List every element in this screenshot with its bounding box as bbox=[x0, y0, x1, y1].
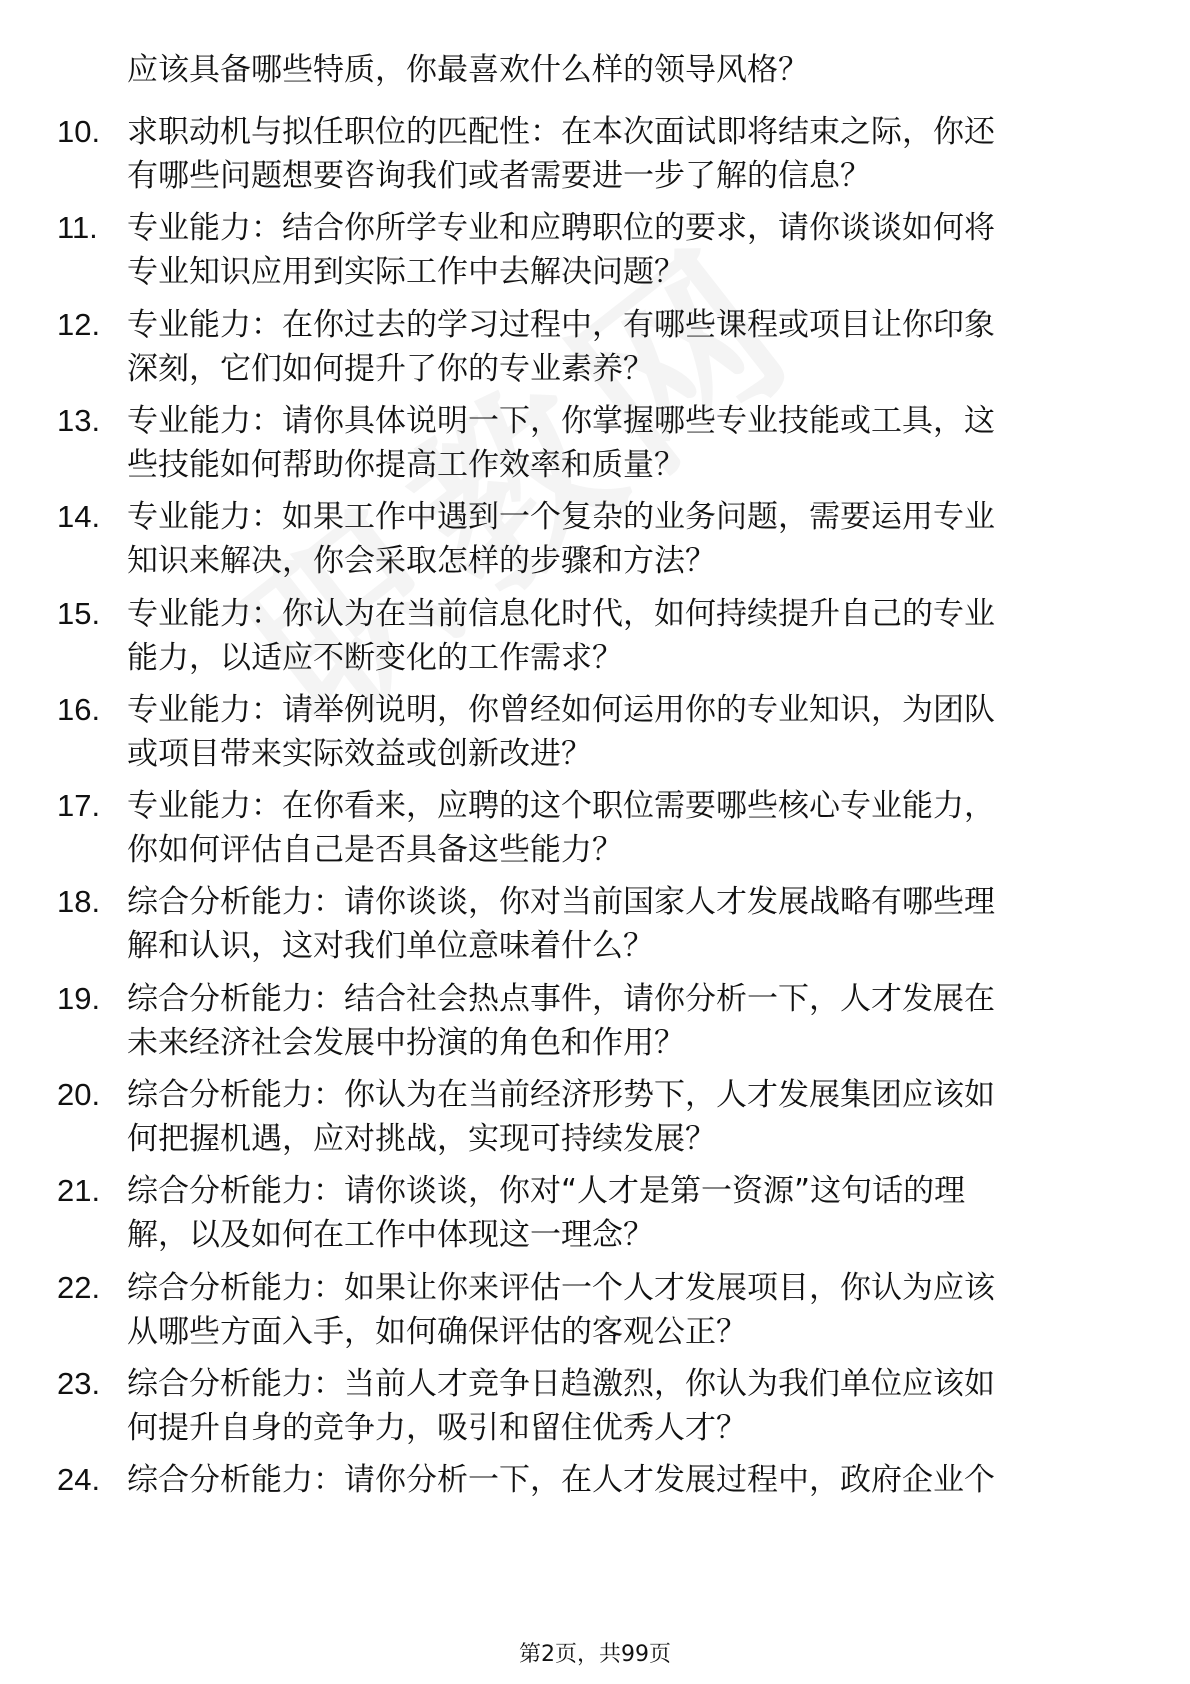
question-text-line: 深刻，它们如何提升了你的专业素养？ bbox=[127, 350, 654, 387]
question-text-line: 些技能如何帮助你提高工作效率和质量？ bbox=[127, 446, 685, 483]
question-text-line: 从哪些方面入手，如何确保评估的客观公正？ bbox=[127, 1313, 747, 1350]
page-footer: 第2页，共99页 bbox=[519, 1642, 671, 1667]
question-number: 17. bbox=[57, 788, 101, 824]
question-item bbox=[0, 592, 1190, 688]
question-text-line: 何把握机遇，应对挑战，实现可持续发展？ bbox=[127, 1121, 716, 1157]
question-number: 20. bbox=[57, 1077, 101, 1112]
question-text-line: 专业能力：在你过去的学习过程中，有哪些课程或项目让你印象 bbox=[127, 306, 995, 343]
question-text-line: 解和认识，这对我们单位意味着什么？ bbox=[127, 928, 654, 965]
question-text-line: 综合分析能力：如果让你来评估一个人才发展项目，你认为应该 bbox=[127, 1269, 995, 1306]
question-number: 14. bbox=[57, 499, 101, 535]
question-item bbox=[0, 880, 1190, 976]
question-item bbox=[0, 399, 1190, 495]
question-item bbox=[0, 1266, 1190, 1362]
question-number: 13. bbox=[57, 402, 101, 438]
question-item bbox=[0, 110, 1190, 206]
question-text-line: 或项目带来实际效益或创新改进？ bbox=[127, 735, 592, 772]
question-item bbox=[0, 206, 1190, 302]
question-text-line: 能力，以适应不断变化的工作需求？ bbox=[127, 639, 623, 676]
question-number: 24. bbox=[57, 1462, 101, 1498]
question-number: 11. bbox=[57, 210, 98, 246]
question-text-line: 专业知识应用到实际工作中去解决问题？ bbox=[127, 254, 685, 291]
question-text-line: 综合分析能力：请你分析一下，在人才发展过程中，政府企业个 bbox=[127, 1462, 995, 1499]
question-number: 21. bbox=[57, 1173, 101, 1209]
question-item bbox=[0, 495, 1190, 591]
question-text-line: 综合分析能力：结合社会热点事件，请你分析一下，人才发展在 bbox=[127, 980, 995, 1017]
question-item bbox=[0, 1073, 1190, 1169]
question-text-line: 专业能力：结合你所学专业和应聘职位的要求，请你谈谈如何将 bbox=[127, 210, 995, 247]
question-item bbox=[0, 784, 1190, 880]
question-text-line: 综合分析能力：请你谈谈，你对当前国家人才发展战略有哪些理 bbox=[127, 884, 995, 921]
question-item bbox=[0, 688, 1190, 784]
question-text-line: 专业能力：在你看来，应聘的这个职位需要哪些核心专业能力， bbox=[127, 788, 995, 825]
question-number: 23. bbox=[57, 1365, 101, 1401]
question-text-line: 未来经济社会发展中扮演的角色和作用？ bbox=[127, 1024, 685, 1061]
question-item bbox=[0, 1458, 1190, 1554]
question-number: 22. bbox=[57, 1269, 101, 1305]
question-text-line: 专业能力：如果工作中遇到一个复杂的业务问题，需要运用专业 bbox=[127, 499, 995, 536]
question-number: 10. bbox=[57, 114, 101, 149]
question-text-line: 解，以及如何在工作中体现这一理念？ bbox=[127, 1217, 654, 1254]
question-text-line: 有哪些问题想要咨询我们或者需要进一步了解的信息？ bbox=[127, 158, 871, 194]
question-number: 12. bbox=[57, 306, 101, 342]
question-number: 16. bbox=[57, 691, 101, 727]
question-number: 15. bbox=[57, 595, 101, 631]
question-text-line: 专业能力：你认为在当前信息化时代，如何持续提升自己的专业 bbox=[127, 595, 995, 632]
question-item bbox=[0, 1169, 1190, 1265]
question-text-line: 专业能力：请举例说明，你曾经如何运用你的专业知识，为团队 bbox=[127, 691, 995, 728]
question-number: 18. bbox=[57, 884, 101, 920]
question-text-line: 综合分析能力：当前人才竞争日趋激烈，你认为我们单位应该如 bbox=[127, 1365, 995, 1402]
continuation-line: 应该具备哪些特质，你最喜欢什么样的领导风格？ bbox=[127, 52, 809, 88]
question-text-line: 知识来解决，你会采取怎样的步骤和方法？ bbox=[127, 543, 716, 580]
question-item bbox=[0, 1362, 1190, 1458]
question-text-line: 综合分析能力：请你谈谈，你对“人才是第一资源”这句话的理 bbox=[127, 1173, 966, 1210]
question-item bbox=[0, 977, 1190, 1073]
question-text-line: 求职动机与拟任职位的匹配性：在本次面试即将结束之际，你还 bbox=[127, 114, 995, 150]
question-text-line: 何提升自身的竞争力，吸引和留住优秀人才？ bbox=[127, 1409, 747, 1446]
question-text-line: 综合分析能力：你认为在当前经济形势下，人才发展集团应该如 bbox=[127, 1077, 995, 1113]
question-text-line: 你如何评估自己是否具备这些能力？ bbox=[127, 832, 623, 869]
question-number: 19. bbox=[57, 980, 101, 1016]
question-item bbox=[0, 303, 1190, 399]
question-text-line: 专业能力：请你具体说明一下，你掌握哪些专业技能或工具，这 bbox=[127, 402, 995, 439]
